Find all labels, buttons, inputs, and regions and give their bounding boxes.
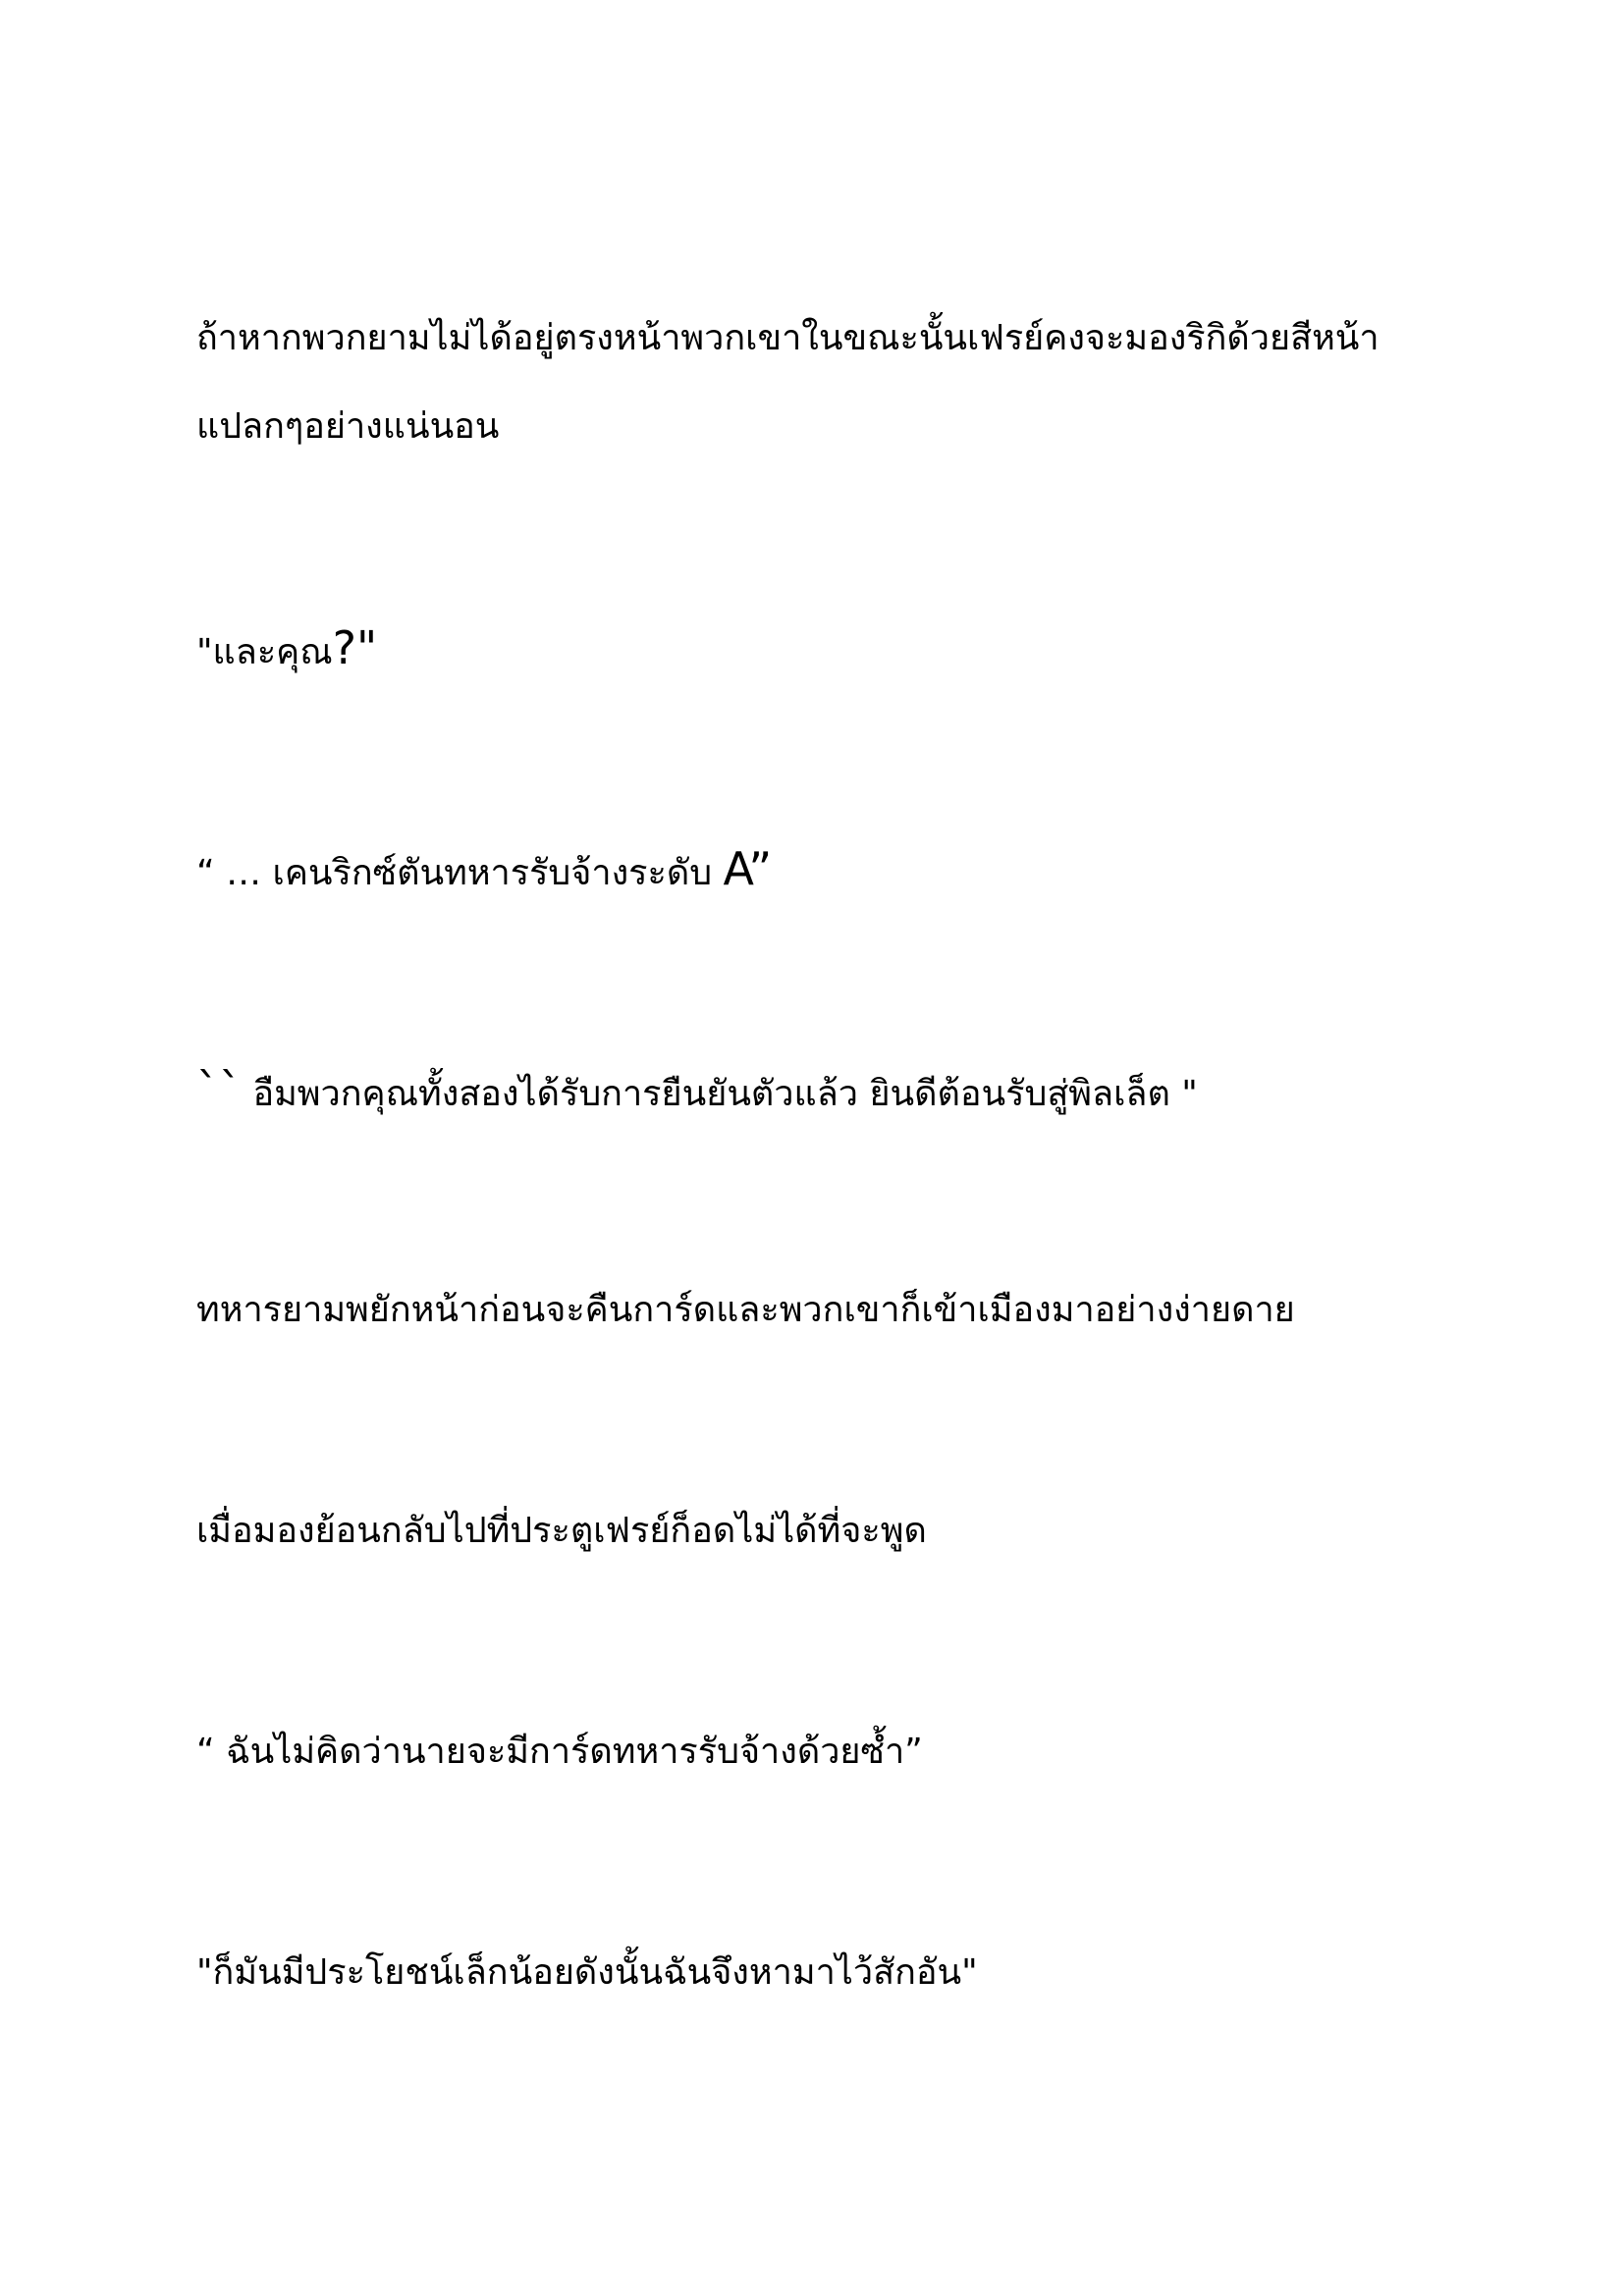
paragraph-1: [196, 294, 1434, 471]
paragraph-3: [196, 825, 1434, 918]
paragraph-8: [196, 1929, 1434, 2017]
paragraph-4-text: อืมพวกคุณทั้งสองได้รับการยืนยันตัวแล้ว ยินดีต้อนรับสู่พิลเล็ต ": [242, 1074, 1198, 1114]
paragraph-7-text: “ ฉันไม่คิดว่านายจะมีการ์ดทหารรับจ้างด้วยซ้ำ”: [196, 1732, 923, 1772]
paragraph-1-line-1: ถ้าหากพวกยามไม่ได้อยู่ตรงหน้าพวกเขาในขณะนั้นเฟรย์คงจะมองริกิด้วยสีหน้า: [196, 318, 1380, 358]
paragraph-3-rank: A”: [723, 842, 773, 895]
paragraph-2-text: "และคุณ: [196, 632, 333, 672]
paragraph-4-open-quote: ``: [196, 1063, 242, 1116]
paragraph-5: [196, 1266, 1434, 1355]
paragraph-6: [196, 1487, 1434, 1575]
paragraph-7: [196, 1708, 1434, 1796]
paragraph-2: [196, 604, 1434, 697]
paragraph-1-line-2: แปลกๆอย่างแน่นอน: [196, 406, 500, 447]
paragraph-4: [196, 1045, 1434, 1139]
paragraph-2-punctuation: ?": [332, 621, 378, 674]
paragraph-5-text: ทหารยามพยักหน้าก่อนจะคืนการ์ดและพวกเขาก็เข้าเมืองมาอย่างง่ายดาย: [196, 1290, 1295, 1330]
paragraph-3-text: “ … เคนริกซ์ตันทหารรับจ้างระดับ: [196, 853, 724, 893]
paragraph-6-text: เมื่อมองย้อนกลับไปที่ประตูเฟรย์ก็อดไม่ได้ที่จะพูด: [196, 1511, 927, 1551]
paragraph-8-text: "ก็มันมีประโยชน์เล็กน้อยดังนั้นฉันจึงหามาไว้สักอัน": [196, 1952, 978, 1993]
